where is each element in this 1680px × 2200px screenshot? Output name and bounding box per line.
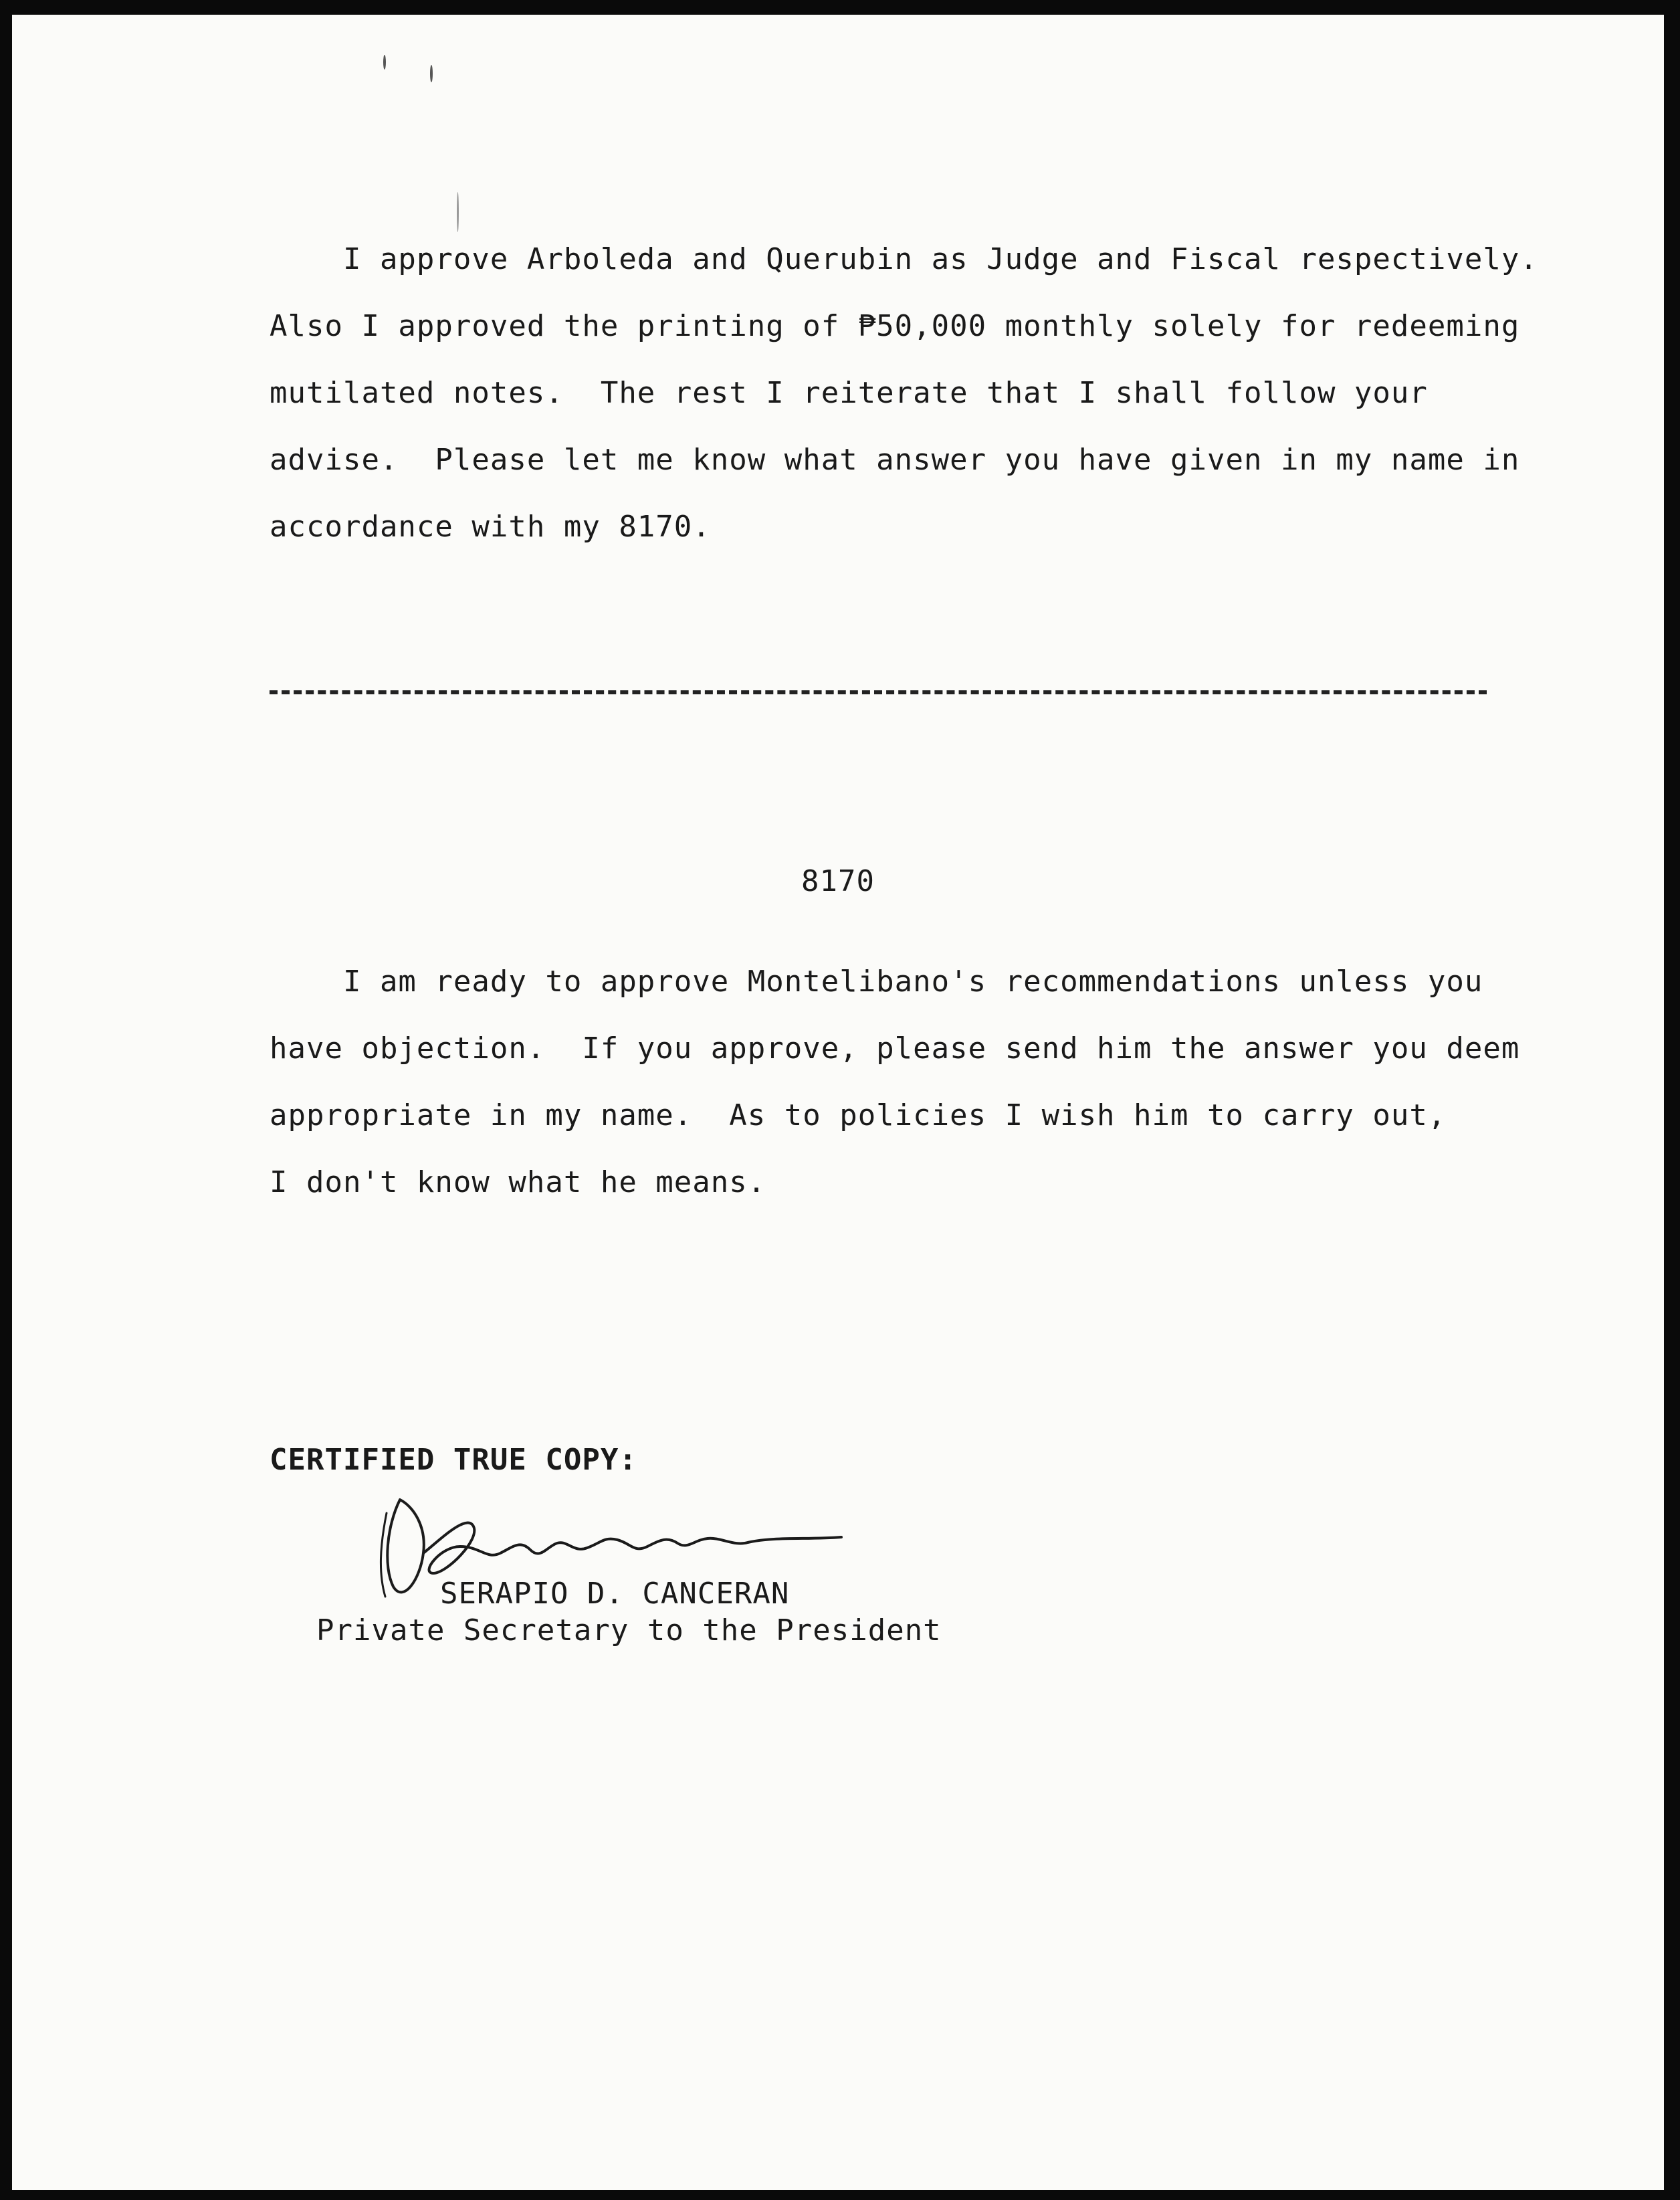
- signer-title: Private Secretary to the President: [316, 1613, 942, 1647]
- document-page: [12, 15, 1664, 2190]
- scan-speck: [430, 65, 433, 82]
- scan-speck: [457, 192, 459, 232]
- message-number: 8170: [801, 864, 875, 898]
- second-message-line-4: I don't know what he means.: [270, 1165, 766, 1199]
- first-message-line-3: mutilated notes. The rest I reiterate that I shall follow your: [270, 376, 1428, 410]
- certification-label: CERTIFIED TRUE COPY:: [270, 1443, 637, 1477]
- dashed-separator: [270, 690, 1487, 694]
- second-message-line-1: I am ready to approve Montelibano's recommendations unless you: [270, 965, 1483, 999]
- first-message-line-1: I approve Arboleda and Querubin as Judge and Fiscal respectively.: [270, 242, 1538, 276]
- first-message-line-5: accordance with my 8170.: [270, 510, 711, 544]
- second-message-line-2: have objection. If you approve, please send him the answer you deem: [270, 1031, 1520, 1066]
- second-message-line-3: appropriate in my name. As to policies I wish him to carry out,: [270, 1098, 1447, 1132]
- first-message-line-4: advise. Please let me know what answer you have given in my name in: [270, 443, 1520, 477]
- scan-speck: [383, 55, 386, 70]
- signer-name: SERAPIO D. CANCERAN: [440, 1577, 790, 1611]
- first-message-line-2: Also I approved the printing of ₱50,000 monthly solely for redeeming: [270, 309, 1520, 343]
